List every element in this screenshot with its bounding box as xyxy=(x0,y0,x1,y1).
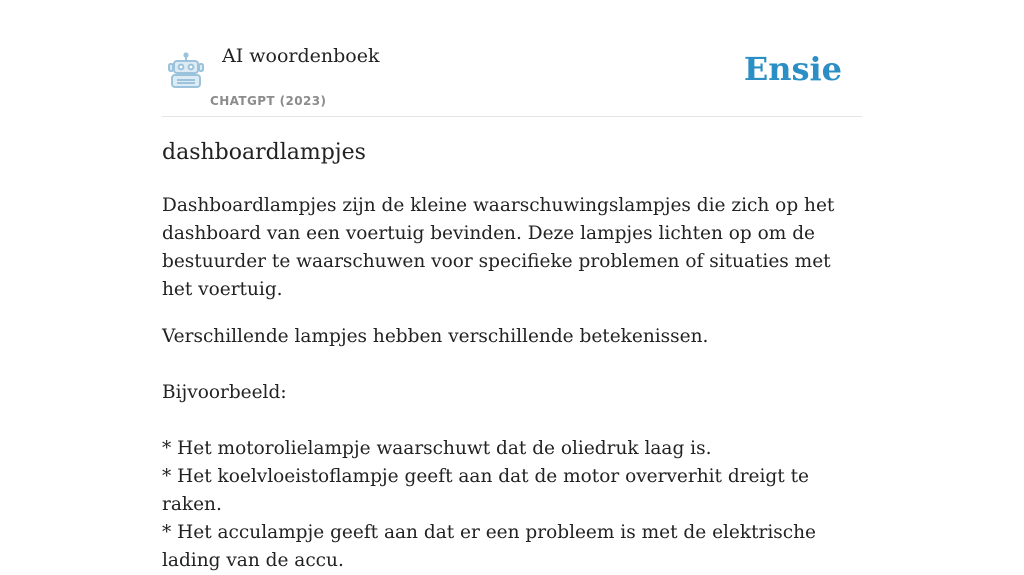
robot-icon xyxy=(166,52,206,92)
list-item: * Het motorolielampje waarschuwt dat de oliedruk laag is. xyxy=(162,438,712,459)
site-title[interactable]: AI woordenboek xyxy=(222,45,380,67)
paragraph-meanings: Verschillende lampjes hebben verschillende betekenissen. xyxy=(162,326,709,347)
page xyxy=(162,0,862,571)
paragraph-definition: Dashboardlampjes zijn de kleine waarschuwingslampjes die zich op het dashboard van een voertuig bevinden. Deze lampjes lichten op om de bestuurder te waarschuwen voor specifieke problemen of situaties met het voertuig. xyxy=(162,195,835,300)
site-header xyxy=(162,0,862,117)
example-intro: Bijvoorbeeld: xyxy=(162,382,287,403)
entry-body xyxy=(162,192,862,575)
brand-logo[interactable]: Ensie xyxy=(743,50,842,88)
example-list xyxy=(162,435,862,575)
list-item: * Het acculampje geeft aan dat er een probleem is met de elektrische lading van de accu. xyxy=(162,522,817,571)
list-item: * Het koelvloeistoflampje geeft aan dat de motor oververhit dreigt te raken. xyxy=(162,466,809,515)
source-label: CHATGPT (2023) xyxy=(210,94,327,108)
entry-term: dashboardlampjes xyxy=(162,140,366,165)
